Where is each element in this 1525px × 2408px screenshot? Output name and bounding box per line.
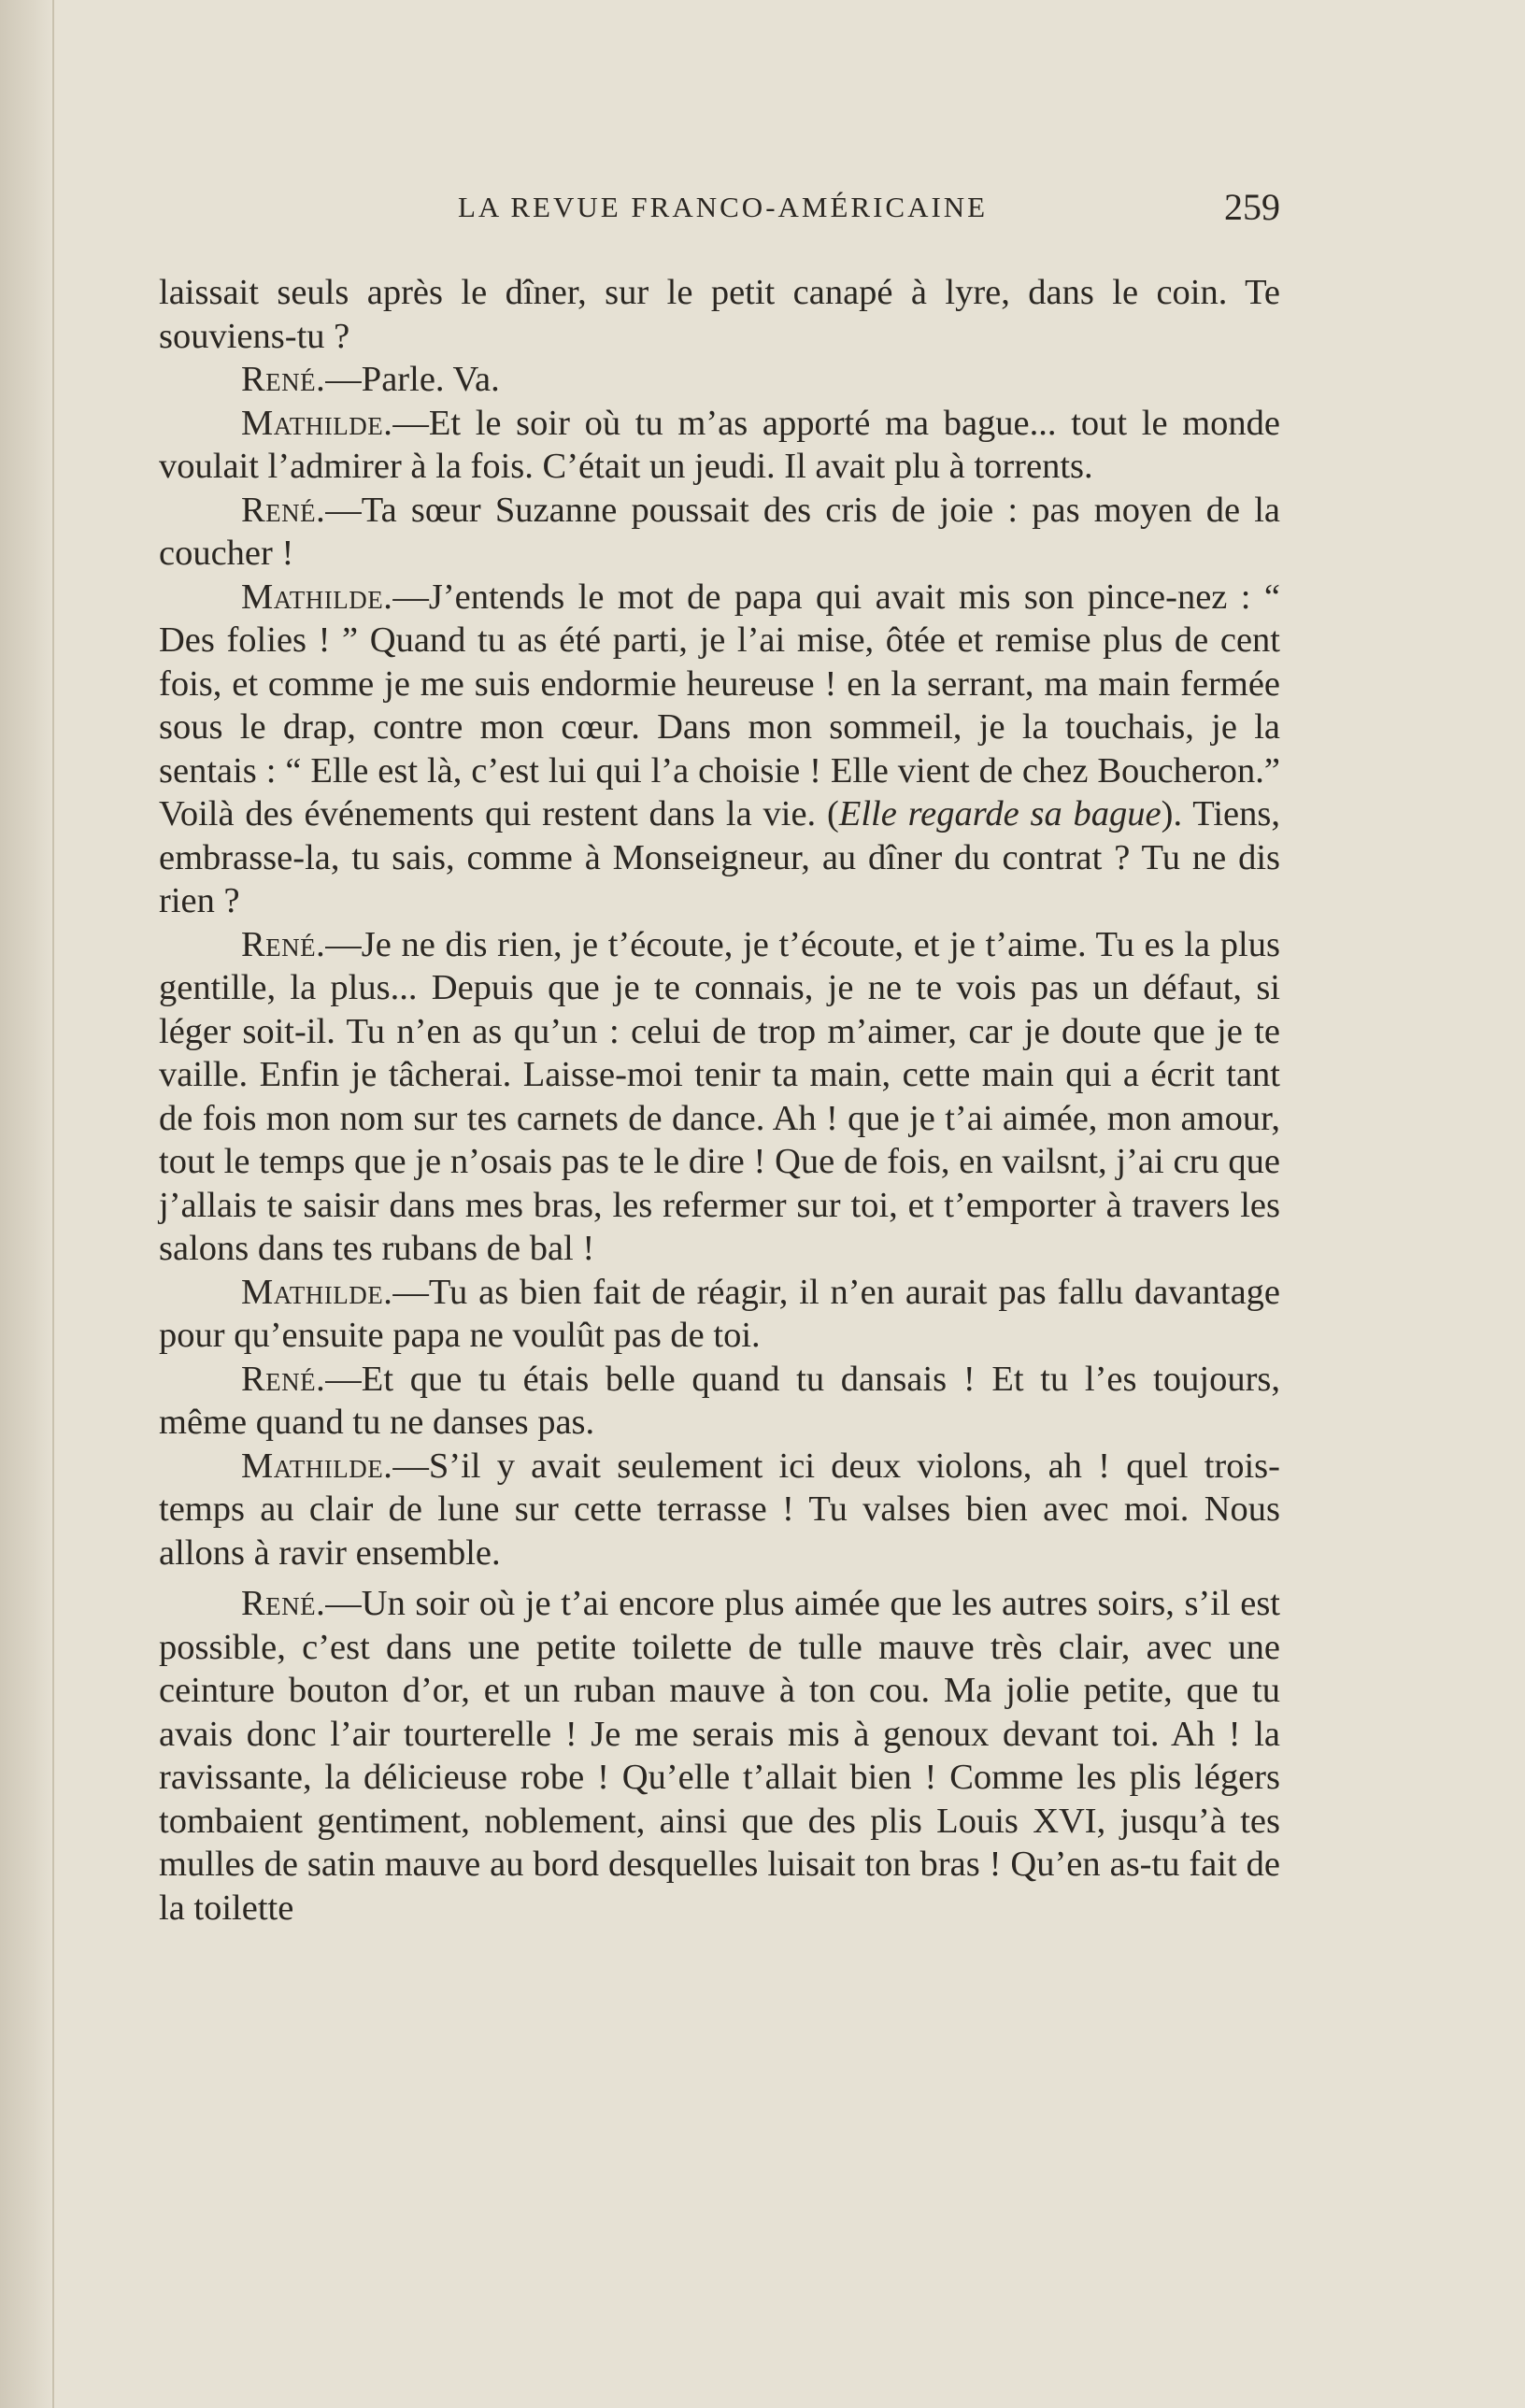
em-dash	[392, 1446, 429, 1486]
paragraph-continuation	[159, 271, 1280, 358]
speech-text: S’il y avait seulement ici deux violons, ah ! quel trois-temps au clair de lune sur cette terrasse ! Tu valses bien avec moi. Nous allons à ravir ensemble.	[159, 1446, 1280, 1573]
speech-text: Et le soir où tu m’as apporté ma bague... tout le monde voulait l’admirer à la fois. C’était un jeudi. Il avait plu à torrents.	[159, 403, 1280, 486]
speech-text: J’entends le mot de papa qui avait mis son pince-nez : “ Des folies ! ” Quand tu as été parti, je l’ai mise, ôtée et remise plus de cent fois, et comme je me suis endormie heureuse ! en la serrant, ma main fermée sous le drap, contre mon cœur. Dans mon sommeil, je la touchais, je la sentais : “ Elle est là, c’est lui qui l’a choisie ! Elle vient de chez Boucheron.” Voilà des événements qui restent dans la vie. (	[159, 577, 1280, 834]
speech-text: Ta sœur Suzanne poussait des cris de joie : pas moyen de la coucher !	[159, 490, 1280, 573]
speaker-name: René.	[241, 360, 326, 399]
stage-direction: Elle regarde sa bague	[838, 794, 1162, 834]
speech-rene	[159, 489, 1280, 576]
em-dash	[325, 925, 362, 964]
speech-rene	[159, 358, 1280, 402]
paragraph-text: laissait seuls après le dîner, sur le petit canapé à lyre, dans le coin. Te souviens-tu ?	[159, 273, 1280, 356]
em-dash	[392, 1273, 429, 1312]
speaker-name: René.	[241, 1584, 326, 1623]
speaker-name: René.	[241, 490, 326, 530]
em-dash	[325, 1360, 362, 1399]
em-dash	[392, 577, 429, 617]
speech-rene	[159, 1582, 1280, 1930]
speech-text: Un soir où je t’ai encore plus aimée que les autres soirs, s’il est possible, c’est dans une petite toilette de tulle mauve très clair, avec une ceinture bouton d’or, et un ruban mauve à ton cou. Ma jolie petite, que tu avais donc l’air tourterelle ! Je me serais mis à genoux devant toi. Ah ! la ravissante, la délicieuse robe ! Qu’elle t’allait bien ! Comme les plis légers tombaient gentiment, noblement, ainsi que des plis Louis XVI, jusqu’à tes mulles de satin mauve au bord desquelles luisait ton bras ! Qu’en as-tu fait de la toilette	[159, 1584, 1280, 1928]
running-title: LA REVUE FRANCO-AMÉRICAINE	[458, 191, 989, 223]
speaker-name: Mathilde.	[241, 403, 393, 443]
speech-mathilde	[159, 1445, 1280, 1575]
em-dash	[325, 360, 362, 399]
book-gutter	[0, 0, 54, 2408]
speech-text: Je ne dis rien, je t’écoute, je t’écoute, et je t’aime. Tu es la plus gentille, la plus... Depuis que je te connais, je ne te vois pas un défaut, si léger soit-il. Tu n’en as qu’un : celui de trop m’aimer, car je doute que je te vaille. Enfin je tâcherai. Laisse-moi tenir ta main, cette main qui a écrit tant de fois mon nom sur tes carnets de dance. Ah ! que je t’ai aimée, mon amour, tout le temps que je n’osais pas te le dire ! Que de fois, en vailsnt, j’ai cru que j’allais te saisir dans mes bras, les refermer sur toi, et t’emporter à travers les salons dans tes rubans de bal !	[159, 924, 1280, 1268]
body-text	[159, 271, 1280, 1930]
speech-mathilde	[159, 576, 1280, 923]
speech-text: Tu as bien fait de réagir, il n’en aurait pas fallu davantage pour qu’ensuite papa ne voulût pas de toi.	[159, 1272, 1280, 1355]
speech-text: ). Tiens, embrasse-la, tu sais, comme à Monseigneur, au dîner du contrat ? Tu ne dis rien ?	[159, 794, 1280, 920]
speech-text: Et que tu étais belle quand tu dansais ! Et tu l’es toujours, même quand tu ne danses pas.	[159, 1359, 1280, 1442]
speaker-name: René.	[241, 1359, 326, 1399]
em-dash	[325, 1584, 362, 1623]
speech-rene	[159, 923, 1280, 1271]
speech-mathilde	[159, 1271, 1280, 1358]
em-dash	[392, 404, 429, 443]
running-head	[159, 185, 1280, 232]
page-number: 259	[1224, 186, 1280, 228]
speaker-name: Mathilde.	[241, 577, 393, 617]
speaker-name: René.	[241, 924, 326, 964]
speech-mathilde	[159, 402, 1280, 489]
em-dash	[325, 491, 362, 530]
speech-rene	[159, 1358, 1280, 1445]
speaker-name: Mathilde.	[241, 1446, 393, 1486]
gutter-line	[52, 0, 54, 2408]
speech-text: Parle. Va.	[361, 360, 500, 399]
speaker-name: Mathilde.	[241, 1272, 393, 1312]
